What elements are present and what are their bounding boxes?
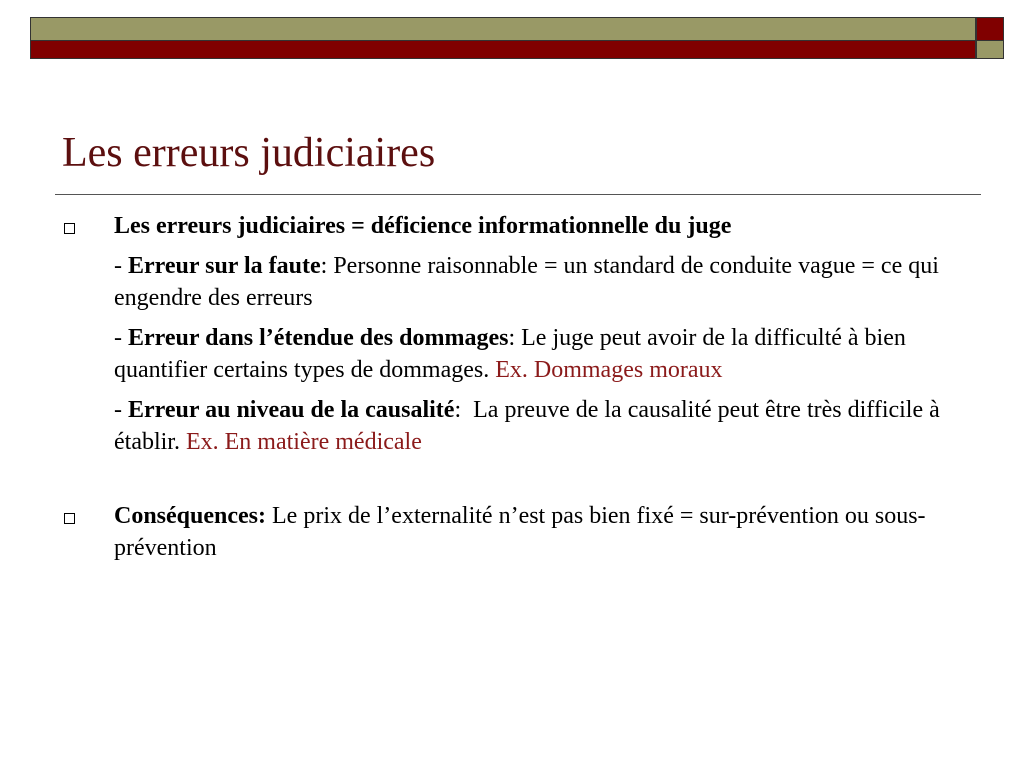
subitem-prefix: - xyxy=(114,325,128,351)
bullet-item-erreurs xyxy=(62,210,962,242)
header-band-olive xyxy=(30,17,976,41)
subitem-example: Ex. En matière médicale xyxy=(185,429,422,455)
subitem-causalite xyxy=(62,394,962,458)
subitem-term: Erreur sur la faute xyxy=(128,253,321,279)
bullet-text: Les erreurs judiciaires = déficience informationnelle du juge xyxy=(114,213,732,239)
bullet-term: Conséquences: xyxy=(114,503,267,529)
subitem-separator: : xyxy=(508,325,522,351)
spacer xyxy=(62,458,962,500)
subitem-faute xyxy=(62,250,962,314)
bullet-text: Le prix de l’externalité n’est pas bien fixé = sur-prévention ou sous-prévention xyxy=(114,503,926,561)
subitem-text: Le juge peut avoir de la difficulté à bien quantifier certains types de dommages. xyxy=(114,325,906,383)
subitem-prefix: - xyxy=(114,253,128,279)
title-divider xyxy=(55,194,981,195)
header-band-red xyxy=(30,41,976,59)
hollow-square-bullet-icon xyxy=(64,513,75,524)
subitem-example: Ex. Dommages moraux xyxy=(495,357,723,383)
subitem-term: Erreur au niveau de la causalité xyxy=(128,397,455,423)
header-corner-red xyxy=(976,17,1004,41)
subitem-separator: : xyxy=(320,253,334,279)
subitem-separator: : xyxy=(454,397,474,423)
subitem-term: Erreur dans l’étendue des dommages xyxy=(128,325,509,351)
bullet-item-consequences xyxy=(62,500,962,564)
header-corner-olive xyxy=(976,41,1004,59)
subitem-dommages xyxy=(62,322,962,386)
subitem-prefix: - xyxy=(114,397,128,423)
slide-content xyxy=(62,210,962,564)
hollow-square-bullet-icon xyxy=(64,223,75,234)
subitem-text: Personne raisonnable = un standard de conduite vague = ce qui engendre des erreurs xyxy=(114,253,939,311)
slide-title: Les erreurs judiciaires xyxy=(62,130,436,176)
subitem-text: La preuve de la causalité peut être très difficile à établir. xyxy=(114,397,940,455)
